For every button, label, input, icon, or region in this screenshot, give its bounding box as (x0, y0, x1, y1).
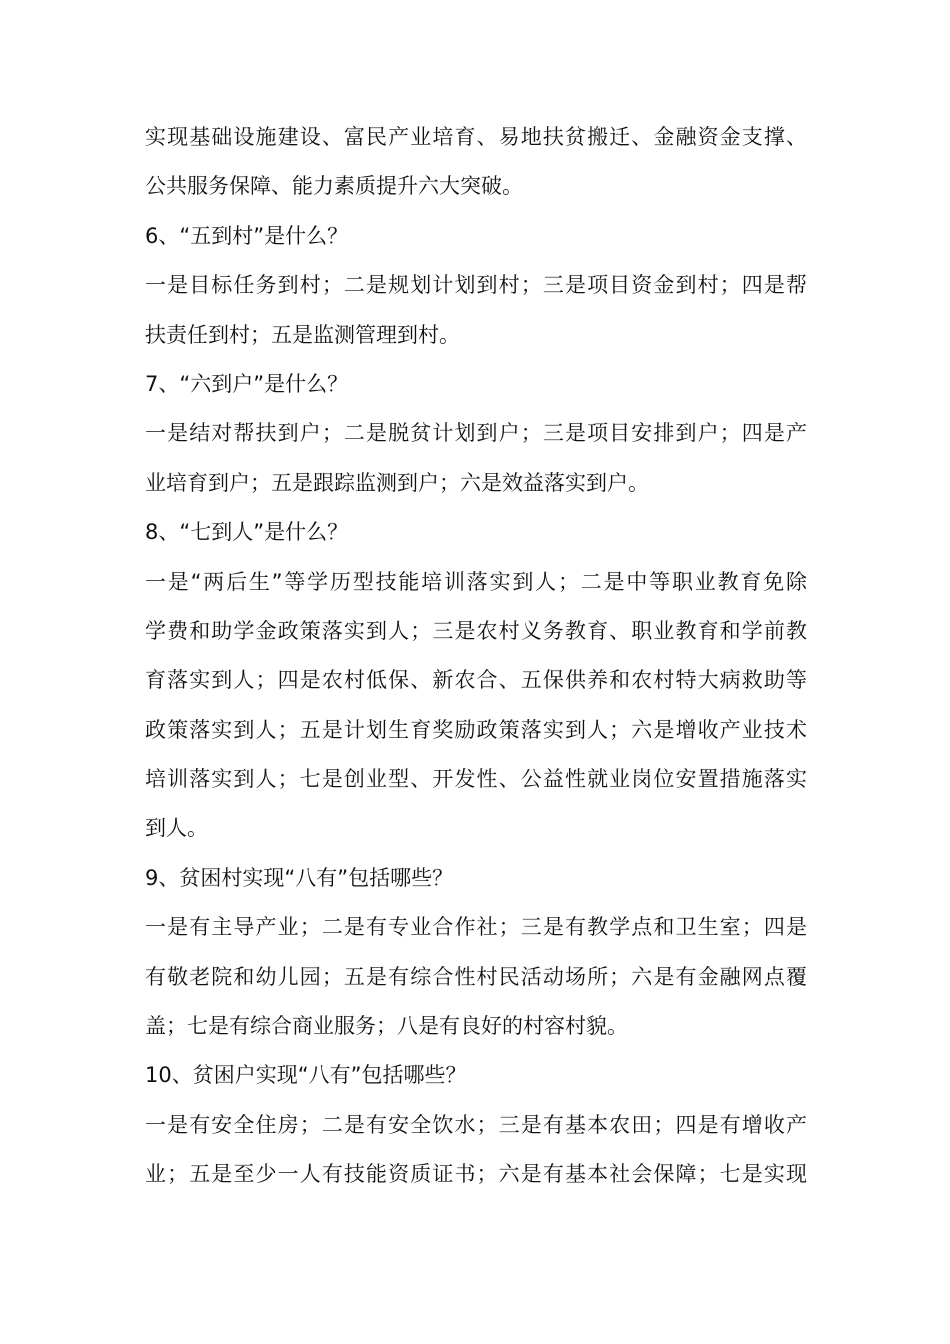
text-line: 到人。 (145, 816, 208, 841)
text-line: 公共服务保障、能力素质提升六大突破。 (145, 174, 523, 199)
heading-text: 10、贫困户实现“八有”包括哪些？ (145, 1063, 467, 1088)
answer-paragraph-9 (145, 903, 807, 1051)
text-line: 扶责任到村；五是监测管理到村。 (145, 322, 460, 347)
question-heading-8 (145, 508, 807, 557)
text-line: 实现基础设施建设、富民产业培育、易地扶贫搬迁、金融资金支撑、 (145, 125, 807, 149)
question-heading-9 (145, 854, 807, 903)
text-line: 一是目标任务到村；二是规划计划到村；三是项目资金到村；四是帮 (145, 273, 807, 298)
text-line: 盖；七是有综合商业服务；八是有良好的村容村貌。 (145, 1014, 628, 1039)
answer-paragraph-10 (145, 1101, 807, 1200)
answer-paragraph-6 (145, 261, 807, 360)
paragraph-intro (145, 113, 807, 212)
question-heading-7 (145, 360, 807, 409)
text-line: 一是有主导产业；二是有专业合作社；三是有教学点和卫生室；四是 (145, 915, 807, 940)
heading-text: 8、“七到人”是什么？ (145, 520, 349, 545)
answer-paragraph-8 (145, 558, 807, 854)
question-heading-6 (145, 212, 807, 261)
heading-text: 7、“六到户”是什么？ (145, 371, 349, 396)
text-line: 一是结对帮扶到户；二是脱贫计划到户；三是项目安排到户；四是产 (145, 421, 807, 446)
text-line: 培训落实到人；七是创业型、开发性、公益性就业岗位安置措施落实 (145, 767, 807, 792)
text-line: 业；五是至少一人有技能资质证书；六是有基本社会保障；七是实现 (145, 1162, 807, 1187)
text-line: 一是“两后生”等学历型技能培训落实到人；二是中等职业教育免除 (145, 569, 807, 594)
text-line: 学费和助学金政策落实到人；三是农村义务教育、职业教育和学前教 (145, 618, 807, 643)
document-page (145, 113, 807, 1200)
text-line: 政策落实到人；五是计划生育奖励政策落实到人；六是增收产业技术 (145, 717, 807, 742)
heading-text: 6、“五到村”是什么？ (145, 223, 349, 248)
text-line: 一是有安全住房；二是有安全饮水；三是有基本农田；四是有增收产 (145, 1112, 807, 1137)
text-line: 有敬老院和幼儿园；五是有综合性村民活动场所；六是有金融网点覆 (145, 964, 807, 989)
heading-text: 9、贫困村实现“八有”包括哪些？ (145, 865, 454, 890)
text-line: 育落实到人；四是农村低保、新农合、五保供养和农村特大病救助等 (145, 668, 807, 693)
question-heading-10 (145, 1051, 807, 1100)
answer-paragraph-7 (145, 409, 807, 508)
text-line: 业培育到户；五是跟踪监测到户；六是效益落实到户。 (145, 470, 649, 495)
